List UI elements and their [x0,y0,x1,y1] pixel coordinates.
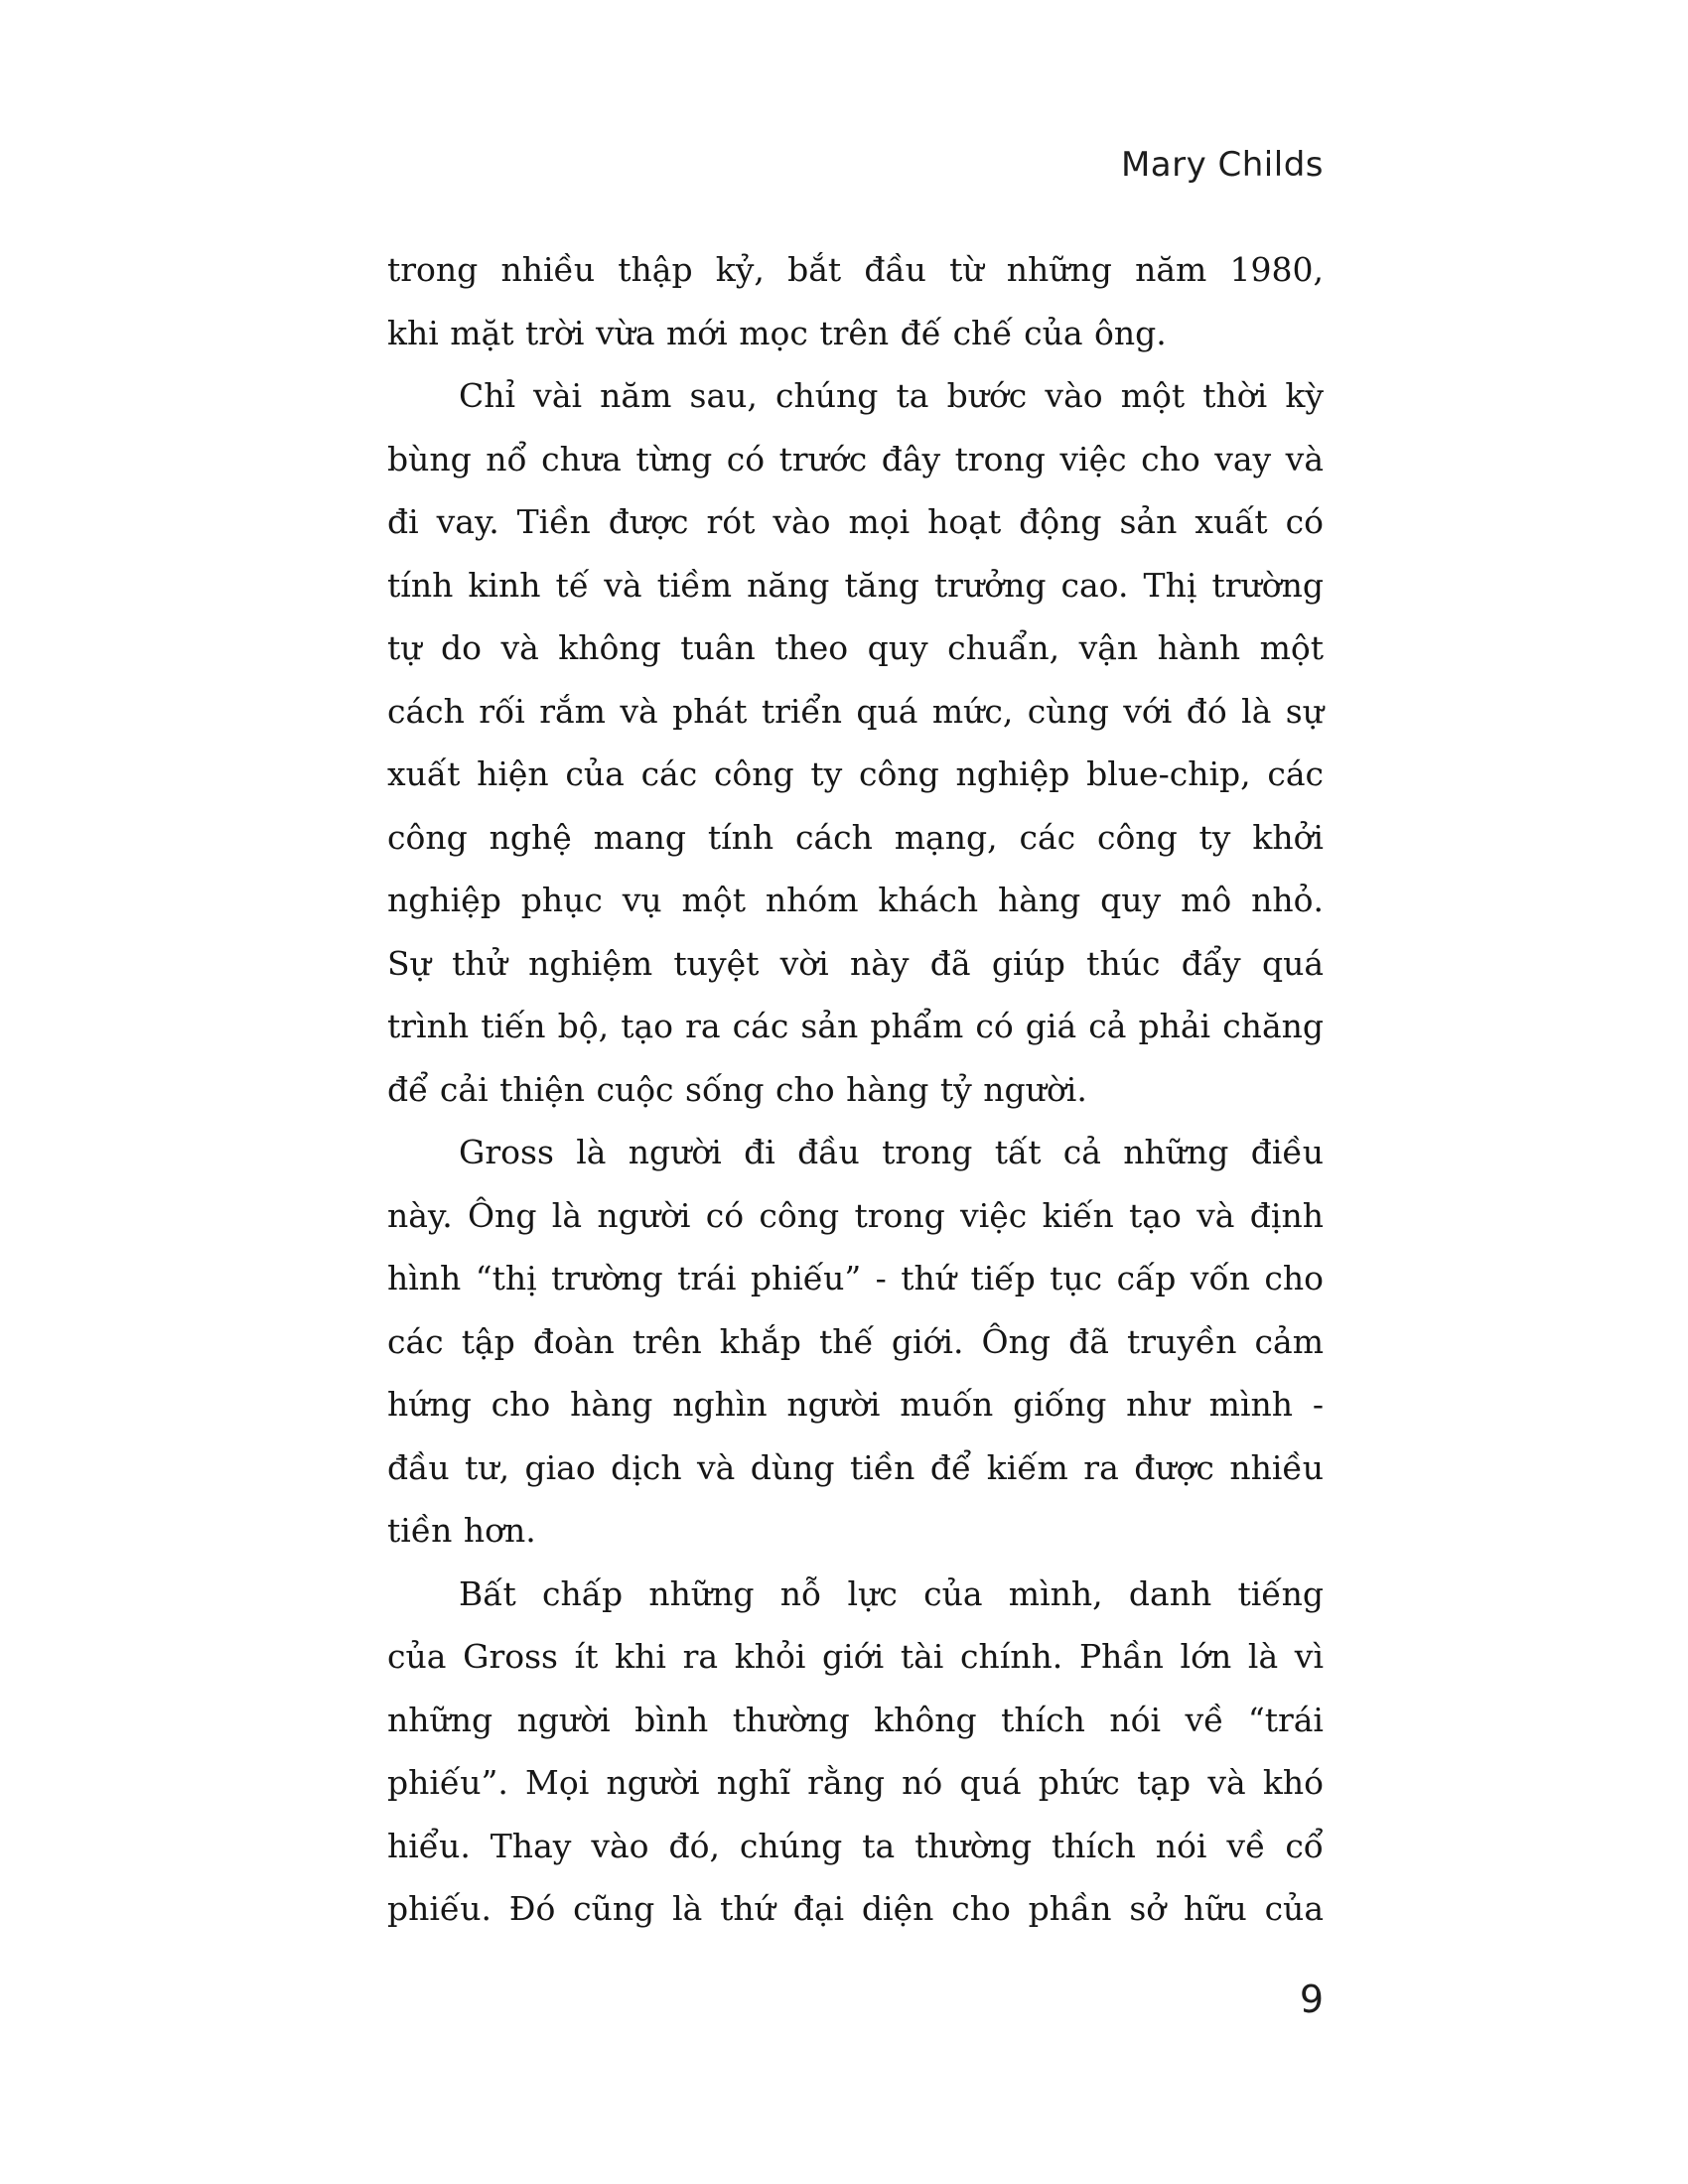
paragraph [387,1121,1324,1563]
text-line: hứng cho hàng nghìn người muốn giống như mình - [387,1385,1324,1424]
text-line: trình tiến bộ, tạo ra các sản phẩm có giá cả phải chăng [387,1007,1324,1045]
text-line: Chỉ vài năm sau, chúng ta bước vào một thời kỳ [459,376,1324,415]
text-line: phiếu. Đó cũng là thứ đại diện cho phần sở hữu của [387,1889,1324,1928]
text-line: Bất chấp những nỗ lực của mình, danh tiếng [459,1573,1324,1613]
text-line: các tập đoàn trên khắp thế giới. Ông đã truyền cảm [387,1321,1324,1361]
text-line: trong nhiều thập kỷ, bắt đầu từ những năm 1980, [387,250,1324,289]
paragraph [387,1563,1324,1941]
text-line: tính kinh tế và tiềm năng tăng trưởng cao. Thị trường [387,565,1324,605]
text-line: tự do và không tuân theo quy chuẩn, vận hành một [387,628,1324,667]
running-header: Mary Childs [1120,145,1324,185]
text-line: hiểu. Thay vào đó, chúng ta thường thích nói về cổ [387,1826,1324,1865]
text-line: bùng nổ chưa từng có trước đây trong việc cho vay và [387,439,1324,478]
text-line: đầu tư, giao dịch và dùng tiền để kiếm ra được nhiều [387,1447,1324,1487]
paragraph [387,364,1324,1121]
text-line: Gross là người đi đầu trong tất cả những điều [459,1133,1324,1171]
text-line: để cải thiện cuộc sống cho hàng tỷ người. [387,1069,1087,1109]
text-line: hình “thị trường trái phiếu” - thứ tiếp tục cấp vốn cho [387,1259,1324,1297]
text-line: đi vay. Tiền được rót vào mọi hoạt động sản xuất có [387,502,1324,541]
text-line: Sự thử nghiệm tuyệt vời này đã giúp thúc đẩy quá [387,943,1324,983]
text-block [387,238,1324,1941]
page-number: 9 [1299,1978,1324,2021]
text-line: tiền hơn. [387,1511,536,1550]
text-line: phiếu”. Mọi người nghĩ rằng nó quá phức tạp và khó [387,1763,1324,1802]
text-line: công nghệ mang tính cách mạng, các công ty khởi [387,817,1324,857]
text-line: nghiệp phục vụ một nhóm khách hàng quy mô nhỏ. [387,881,1324,919]
paragraph [387,238,1324,364]
text-line: khi mặt trời vừa mới mọc trên đế chế của ông. [387,313,1167,352]
text-line: của Gross ít khi ra khỏi giới tài chính. Phần lớn là vì [387,1637,1324,1676]
text-line: xuất hiện của các công ty công nghiệp blue-chip, các [387,754,1324,793]
text-line: những người bình thường không thích nói về “trái [387,1700,1324,1739]
text-line: này. Ông là người có công trong việc kiến tạo và định [387,1195,1324,1235]
text-line: cách rối rắm và phát triển quá mức, cùng với đó là sự [387,691,1324,731]
